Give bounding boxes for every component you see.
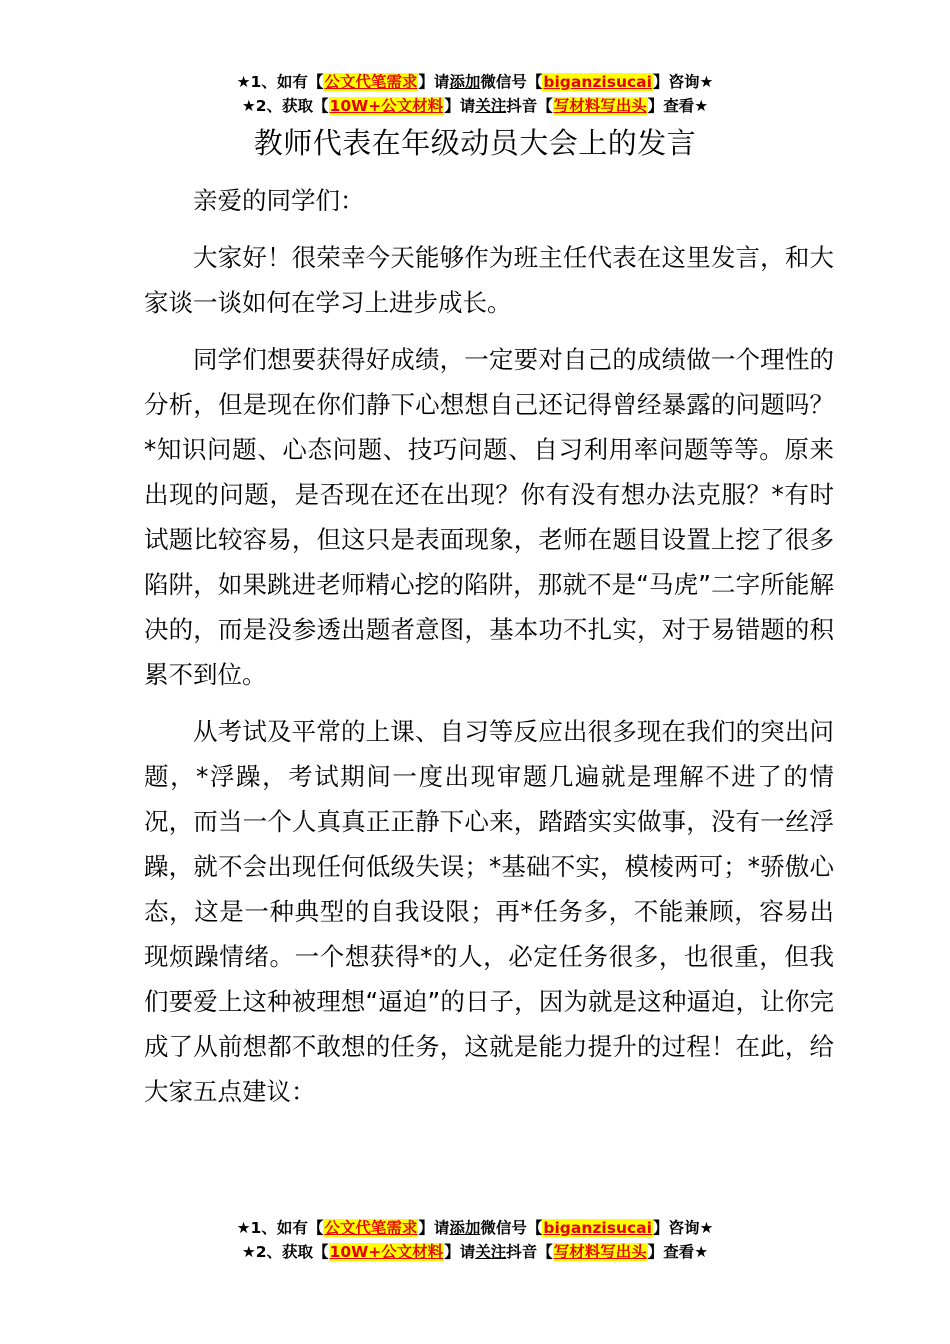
promo-line-douyin: [0, 1240, 950, 1264]
promo-underline: 关注: [475, 1243, 507, 1261]
promo-text: 】请: [418, 73, 450, 91]
promo-highlight: 公文代笔需求: [324, 1219, 418, 1237]
promo-text: 抖音【: [506, 1243, 553, 1261]
promo-line-wechat: [0, 1216, 950, 1240]
promo-underline: 添加: [449, 1219, 481, 1237]
promo-text: ★2、获取【: [241, 97, 329, 115]
promo-text: 】请: [444, 1243, 476, 1261]
promo-text: 】请: [444, 97, 476, 115]
document-body: [144, 178, 834, 1114]
promo-text: ★2、获取【: [241, 1243, 329, 1261]
promo-text: ★1、如有【: [236, 73, 324, 91]
promo-underline: 关注: [475, 97, 507, 115]
promo-footer: [0, 1216, 950, 1264]
promo-header: [0, 70, 950, 118]
promo-highlight: 公文代笔需求: [324, 73, 418, 91]
promo-line-douyin: [0, 94, 950, 118]
promo-wechat-id: biganzisucai: [543, 73, 652, 91]
promo-text: 微信号【: [480, 1219, 543, 1237]
promo-text: 】咨询★: [652, 73, 714, 91]
promo-douyin-id: 写材料写出头: [553, 1243, 647, 1261]
paragraph-problems: 从考试及平常的上课、自习等反应出很多现在我们的突出问题，*浮躁，考试期间一度出现审题几遍就是理解不进了的情况，而当一个人真真正正静下心来，踏踏实实做事，没有一丝浮躁，就不会出现任何低级失误；*基础不实，模棱两可；*骄傲心态，这是一种典型的自我设限；再*任务多，不能兼顾，容易出现烦躁情绪。一个想获得*的人，必定任务很多，也很重，但我们要爱上这种被理想“逼迫”的日子，因为就是这种逼迫，让你完成了从前想都不敢想的任务，这就是能力提升的过程！在此，给大家五点建议：: [144, 717, 834, 1106]
paragraph-greeting: 大家好！很荣幸今天能够作为班主任代表在这里发言，和大家谈一谈如何在学习上进步成长。: [144, 243, 834, 317]
promo-text: 抖音【: [506, 97, 553, 115]
promo-highlight: 10W+公文材料: [329, 1243, 444, 1261]
promo-highlight: 10W+公文材料: [329, 97, 444, 115]
promo-text: 】请: [418, 1219, 450, 1237]
promo-underline: 添加: [449, 73, 481, 91]
promo-wechat-id: biganzisucai: [543, 1219, 652, 1237]
promo-text: ★1、如有【: [236, 1219, 324, 1237]
paragraph-analysis: 同学们想要获得好成绩，一定要对自己的成绩做一个理性的分析，但是现在你们静下心想想自己还记得曾经暴露的问题吗？*知识问题、心态问题、技巧问题、自习利用率问题等等。原来出现的问题，是否现在还在出现？你有没有想办法克服？*有时试题比较容易，但这只是表面现象，老师在题目设置上挖了很多陷阱，如果跳进老师精心挖的陷阱，那就不是“马虎”二字所能解决的，而是没参透出题者意图，基本功不扎实，对于易错题的积累不到位。: [144, 345, 834, 689]
promo-text: 】咨询★: [652, 1219, 714, 1237]
promo-douyin-id: 写材料写出头: [553, 97, 647, 115]
promo-text: 】查看★: [647, 97, 709, 115]
paragraph-salutation: 亲爱的同学们：: [193, 186, 365, 215]
promo-text: 微信号【: [480, 73, 543, 91]
promo-text: 】查看★: [647, 1243, 709, 1261]
promo-line-wechat: [0, 70, 950, 94]
document-title: 教师代表在年级动员大会上的发言: [253, 126, 697, 160]
